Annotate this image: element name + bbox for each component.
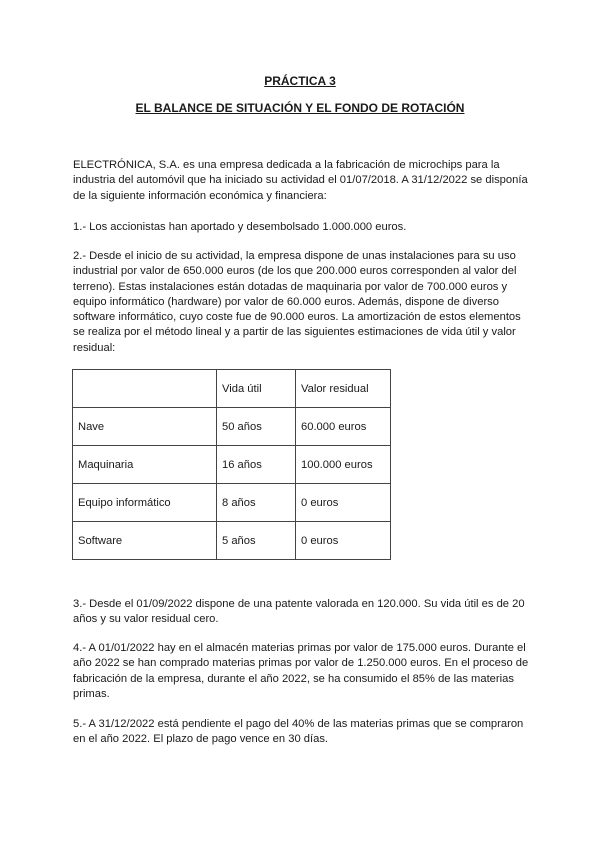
table-row <box>73 408 391 446</box>
depreciation-table <box>72 369 391 560</box>
page-subtitle: EL BALANCE DE SITUACIÓN Y EL FONDO DE ROTACIÓN <box>135 101 465 115</box>
table-row <box>73 446 391 484</box>
table-cell: 0 euros <box>296 484 391 522</box>
table-cell: Software <box>73 522 217 560</box>
table-cell: Equipo informático <box>73 484 217 522</box>
table-header-row <box>73 370 391 408</box>
paragraph-2: 2.- Desde el inicio de su actividad, la empresa dispone de unas instalaciones para su uso industrial por valor de 650.000 euros (de los que 200.000 euros corresponden al valor del terreno). Estas instalaciones están dotadas de maquinaria por valor de 700.000 euros y equipo informático (hardware) por valor de 60.000 euros. Además, dispone de diverso software informático, cuyo coste fue de 90.000 euros. La amortización de estos elementos se realiza por el método lineal y a partir de las siguientes estimaciones de vida útil y valor residual: <box>73 250 521 354</box>
paragraph-1: 1.- Los accionistas han aportado y desembolsado 1.000.000 euros. <box>73 221 407 233</box>
table-header-cell: Vida útil <box>217 370 296 408</box>
table-cell: 16 años <box>217 446 296 484</box>
intro-paragraph: ELECTRÓNICA, S.A. es una empresa dedicada a la fabricación de microchips para la industria del automóvil que ha iniciado su actividad el 01/07/2018. A 31/12/2022 se disponía de la siguiente información económica y financiera: <box>73 159 528 202</box>
table-cell: 0 euros <box>296 522 391 560</box>
paragraph-5: 5.- A 31/12/2022 está pendiente el pago del 40% de las materias primas que se compraron en el año 2022. El plazo de pago vence en 30 días. <box>73 718 524 746</box>
paragraph-4: 4.- A 01/01/2022 hay en el almacén materias primas por valor de 175.000 euros. Durante el año 2022 se han comprado materias primas por valor de 1.250.000 euros. En el proceso de fabricación de la empresa, durante el año 2022, se ha consumido el 85% de las materias primas. <box>73 642 529 700</box>
table-cell: 5 años <box>217 522 296 560</box>
table-header-cell: Valor residual <box>296 370 391 408</box>
table-cell: Maquinaria <box>73 446 217 484</box>
table-cell: 60.000 euros <box>296 408 391 446</box>
table-cell: 100.000 euros <box>296 446 391 484</box>
table-cell: 8 años <box>217 484 296 522</box>
page-title: PRÁCTICA 3 <box>264 74 336 88</box>
table-header-cell <box>73 370 217 408</box>
table-cell: Nave <box>73 408 217 446</box>
paragraph-3: 3.- Desde el 01/09/2022 dispone de una patente valorada en 120.000. Su vida útil es de 20 años y su valor residual cero. <box>73 598 525 626</box>
table-row <box>73 522 391 560</box>
table-cell: 50 años <box>217 408 296 446</box>
table-row <box>73 484 391 522</box>
